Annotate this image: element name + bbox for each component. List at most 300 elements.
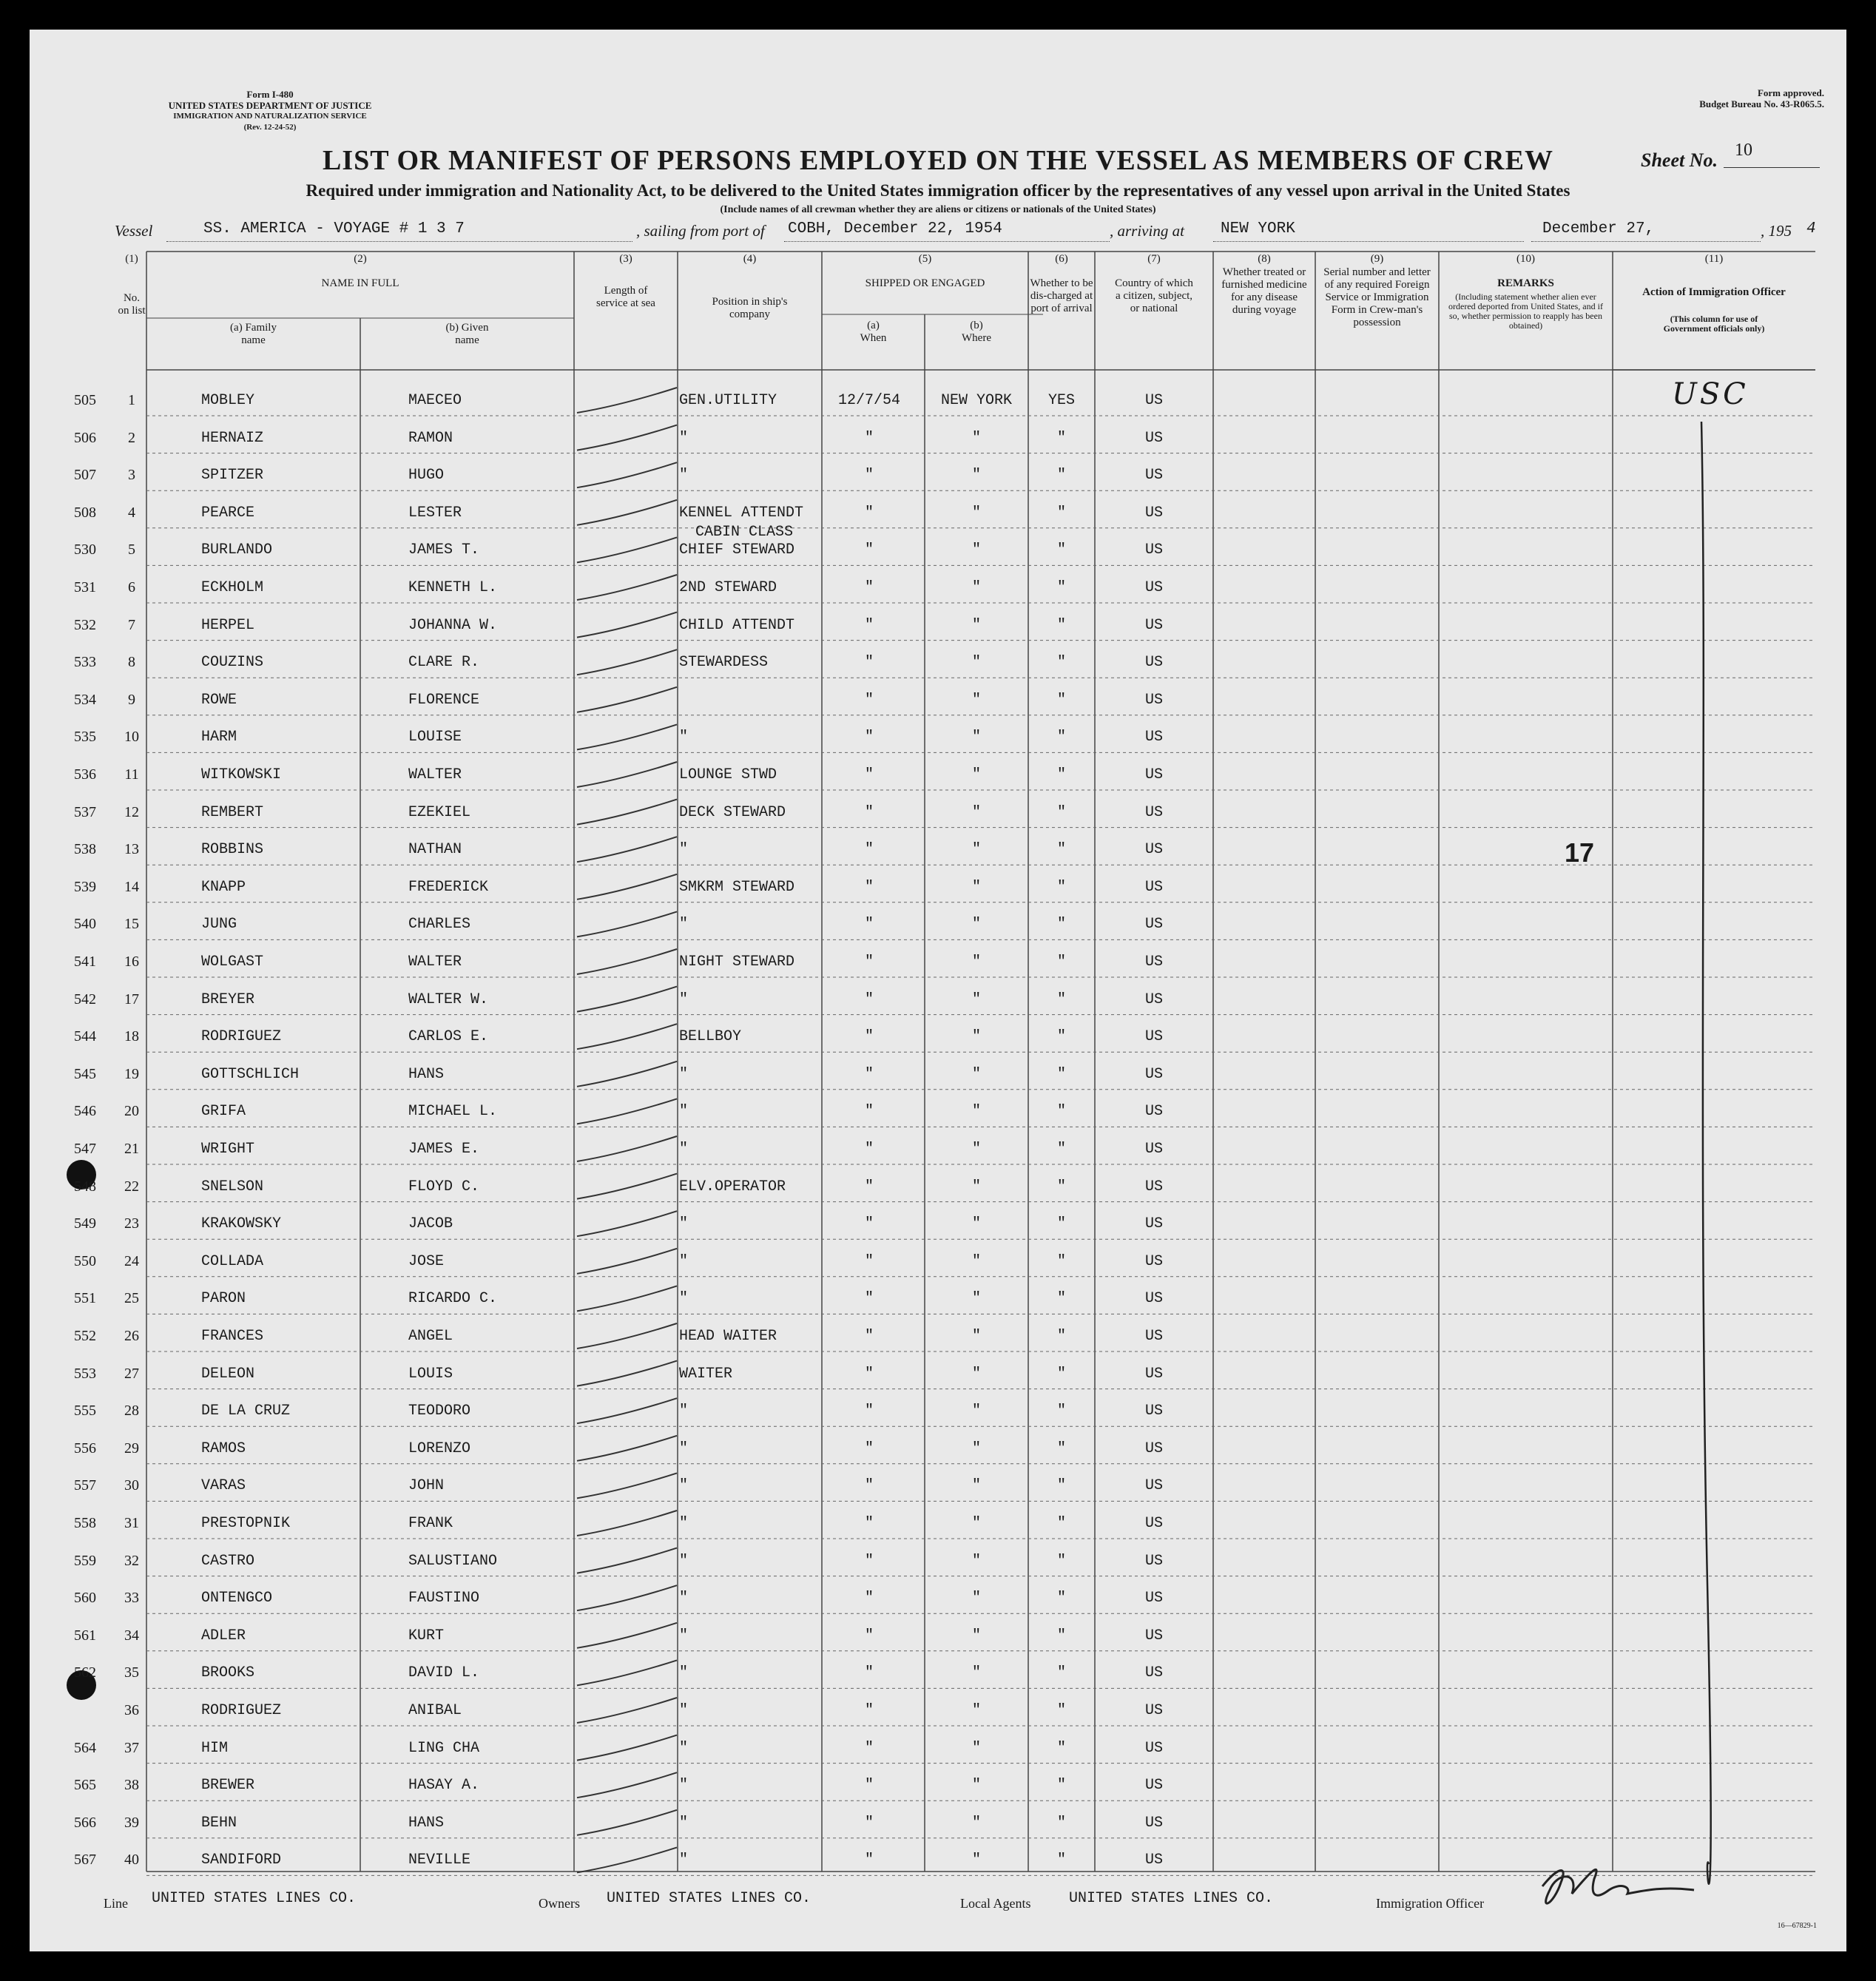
crew-ref-number: 536 bbox=[74, 766, 96, 783]
crew-list-number: 26 bbox=[124, 1328, 139, 1344]
table-row bbox=[30, 467, 1846, 504]
country: US bbox=[1144, 1590, 1163, 1607]
crew-list-number: 6 bbox=[128, 579, 135, 595]
position: 2ND STEWARD bbox=[679, 579, 777, 596]
shipped-when: " bbox=[864, 803, 874, 821]
shipped-where: " bbox=[971, 541, 981, 559]
discharge-flag: " bbox=[1056, 1328, 1066, 1345]
crew-ref-number: 547 bbox=[74, 1141, 96, 1157]
discharge-flag: " bbox=[1056, 841, 1066, 859]
family-name: ADLER bbox=[201, 1627, 246, 1644]
position: " bbox=[679, 1215, 689, 1233]
table-row bbox=[30, 1702, 1846, 1740]
country: US bbox=[1144, 1215, 1163, 1233]
shipped-when: " bbox=[864, 616, 874, 634]
crew-list-number: 1 bbox=[128, 392, 135, 408]
shipped-where: " bbox=[971, 991, 981, 1008]
action-mark: USC bbox=[1672, 377, 1749, 411]
table-row bbox=[30, 991, 1846, 1029]
sailing-label: , sailing from port of bbox=[636, 222, 765, 240]
discharge-flag: " bbox=[1056, 504, 1066, 522]
col-num-3: (3) bbox=[619, 253, 632, 265]
shipped-where: " bbox=[971, 1178, 981, 1195]
crew-ref-number: 553 bbox=[74, 1365, 96, 1382]
crew-ref-number: 564 bbox=[74, 1739, 96, 1756]
given-name: FREDERICK bbox=[408, 878, 489, 896]
position: " bbox=[679, 1252, 689, 1270]
discharge-flag: " bbox=[1056, 1178, 1066, 1195]
position: NIGHT STEWARD bbox=[679, 954, 795, 971]
crew-list-number: 7 bbox=[128, 616, 135, 633]
shipped-when: " bbox=[864, 766, 874, 783]
crew-list-number: 31 bbox=[124, 1515, 139, 1531]
given-name: LORENZO bbox=[408, 1440, 471, 1457]
crew-list-number: 2 bbox=[128, 429, 135, 446]
country: US bbox=[1144, 1440, 1163, 1457]
page-subtitle: Required under immigration and Nationality Act, to be delivered to the United States immigration officer by the representatives of any vessel upon arrival in the United States bbox=[306, 181, 1570, 200]
table-row bbox=[30, 766, 1846, 804]
crew-list-number: 17 bbox=[124, 991, 139, 1008]
crew-list-number: 32 bbox=[124, 1552, 139, 1569]
shipped-where: " bbox=[971, 1328, 981, 1345]
shipped-when: " bbox=[864, 1440, 874, 1457]
shipped-where: " bbox=[971, 1739, 981, 1757]
shipped-where: " bbox=[971, 1814, 981, 1832]
family-name: WOLGAST bbox=[201, 954, 264, 971]
crew-list-number: 37 bbox=[124, 1739, 139, 1756]
shipped-where: " bbox=[971, 1852, 981, 1869]
crew-list-number: 5 bbox=[128, 541, 135, 558]
shipped-where: " bbox=[971, 1440, 981, 1457]
shipped-when: " bbox=[864, 1852, 874, 1869]
family-name: GRIFA bbox=[201, 1103, 246, 1121]
crew-list-number: 25 bbox=[124, 1290, 139, 1307]
country: US bbox=[1144, 991, 1163, 1008]
crew-list-number: 3 bbox=[128, 467, 135, 484]
remarks-count: 17 bbox=[1565, 837, 1595, 868]
shipped-where: " bbox=[971, 1403, 981, 1420]
crew-ref-number: 557 bbox=[74, 1477, 96, 1494]
crew-ref-number: 562 bbox=[74, 1664, 96, 1681]
col-head-country: Country of which a citizen, subject, or national bbox=[1115, 277, 1193, 314]
col-head-remarks: REMARKS bbox=[1497, 277, 1554, 289]
family-name: SPITZER bbox=[201, 467, 264, 485]
family-name: VARAS bbox=[201, 1477, 246, 1495]
crew-list-number: 38 bbox=[124, 1777, 139, 1794]
given-name: KENNETH L. bbox=[408, 579, 498, 596]
shipped-where: " bbox=[971, 729, 981, 746]
shipped-where: " bbox=[971, 878, 981, 896]
shipped-where: " bbox=[971, 1702, 981, 1719]
position: " bbox=[679, 916, 689, 934]
family-name: PARON bbox=[201, 1290, 246, 1308]
crew-ref-number: 549 bbox=[74, 1215, 96, 1232]
given-name: JOSE bbox=[408, 1252, 445, 1270]
family-name: BURLANDO bbox=[201, 541, 273, 559]
shipped-when: " bbox=[864, 1627, 874, 1644]
crew-ref-number: 542 bbox=[74, 991, 96, 1008]
col-num-11: (11) bbox=[1704, 253, 1724, 265]
crew-ref-number: 506 bbox=[74, 429, 96, 446]
position: DECK STEWARD bbox=[679, 803, 786, 821]
crew-list-number: 24 bbox=[124, 1252, 139, 1269]
family-name: GOTTSCHLICH bbox=[201, 1065, 300, 1083]
table-row bbox=[30, 1664, 1846, 1702]
discharge-flag: " bbox=[1056, 1028, 1066, 1046]
crew-ref-number: 535 bbox=[74, 729, 96, 746]
crew-ref-number: 505 bbox=[74, 392, 96, 408]
table-row bbox=[30, 1290, 1846, 1328]
table-row bbox=[30, 1553, 1846, 1590]
col-num-5: (5) bbox=[918, 253, 932, 265]
shipped-where: " bbox=[971, 1215, 981, 1233]
crew-list-number: 18 bbox=[124, 1028, 139, 1045]
discharge-flag: " bbox=[1056, 691, 1066, 709]
col-head-remarks-note: (Including statement whether alien ever ordered deported from United States, and if so, whether permission to reapply has been obtained) bbox=[1448, 291, 1603, 331]
col-head-serial: Serial number and letter of any required Foreign Service or Immigration Form in Crew-man's possession bbox=[1323, 266, 1431, 328]
given-name: RICARDO C. bbox=[408, 1290, 498, 1308]
port-value: COBH, December 22, 1954 bbox=[788, 220, 1002, 237]
shipped-where: " bbox=[971, 1065, 981, 1083]
col-head-medicine: Whether treated or furnished medicine for any disease during voyage bbox=[1221, 266, 1307, 316]
table-row bbox=[30, 430, 1846, 468]
crew-ref-number: 567 bbox=[74, 1852, 96, 1869]
given-name: ANGEL bbox=[408, 1328, 453, 1345]
given-name: FLOYD C. bbox=[408, 1178, 480, 1195]
table-row bbox=[30, 524, 1846, 579]
family-name: BREWER bbox=[201, 1777, 255, 1795]
family-name: ROWE bbox=[201, 691, 237, 709]
col-head-family: (a) Family name bbox=[230, 322, 277, 346]
shipped-when: " bbox=[864, 691, 874, 709]
given-name: KURT bbox=[408, 1627, 445, 1644]
discharge-flag: " bbox=[1056, 467, 1066, 485]
line-value: UNITED STATES LINES CO. bbox=[152, 1890, 357, 1907]
crew-ref-number: 539 bbox=[74, 878, 96, 895]
position: WAITER bbox=[679, 1365, 733, 1383]
given-name: CARLOS E. bbox=[408, 1028, 489, 1046]
position: CHILD ATTENDT bbox=[679, 616, 795, 634]
line-label: Line bbox=[104, 1896, 128, 1911]
col-head-length: Length of service at sea bbox=[596, 285, 655, 309]
given-name: LOUIS bbox=[408, 1365, 453, 1383]
country: US bbox=[1144, 1552, 1163, 1570]
country: US bbox=[1144, 1702, 1163, 1719]
country: US bbox=[1144, 1403, 1163, 1420]
position: " bbox=[679, 841, 689, 859]
crew-list-number: 33 bbox=[124, 1590, 139, 1607]
position: STEWARDESS bbox=[679, 654, 769, 672]
crew-ref-number: 550 bbox=[74, 1252, 96, 1269]
given-name: TEODORO bbox=[408, 1403, 471, 1420]
crew-ref-number: 552 bbox=[74, 1328, 96, 1344]
position: CHIEF STEWARD bbox=[679, 541, 795, 559]
given-name: JACOB bbox=[408, 1215, 453, 1233]
col-head-action-note: (This column for use of Government officials only) bbox=[1663, 314, 1765, 334]
family-name: HERPEL bbox=[201, 616, 255, 634]
position: " bbox=[679, 1852, 689, 1869]
crew-list-number: 21 bbox=[124, 1141, 139, 1157]
department-name: UNITED STATES DEPARTMENT OF JUSTICE bbox=[168, 100, 372, 111]
sheet-label: Sheet No. bbox=[1641, 149, 1718, 171]
crew-ref-number: 546 bbox=[74, 1103, 96, 1120]
discharge-flag: YES bbox=[1047, 392, 1075, 409]
country: US bbox=[1144, 429, 1163, 447]
discharge-flag: " bbox=[1056, 1777, 1066, 1795]
discharge-flag: " bbox=[1056, 1141, 1066, 1158]
crew-list-number: 12 bbox=[124, 803, 139, 820]
col-head-discharged: Whether to be dis-charged at port of arrival bbox=[1030, 277, 1093, 314]
country: US bbox=[1144, 878, 1163, 896]
family-name: ECKHOLM bbox=[201, 579, 264, 596]
position: " bbox=[679, 1627, 689, 1644]
col-head-where: (b) Where bbox=[962, 320, 991, 344]
position: BELLBOY bbox=[679, 1028, 742, 1046]
given-name: FAUSTINO bbox=[408, 1590, 480, 1607]
discharge-flag: " bbox=[1056, 579, 1066, 596]
country: US bbox=[1144, 803, 1163, 821]
table-row bbox=[30, 879, 1846, 917]
discharge-flag: " bbox=[1056, 1403, 1066, 1420]
arrival-date: December 27, bbox=[1542, 220, 1655, 237]
country: US bbox=[1144, 541, 1163, 559]
shipped-where: " bbox=[971, 1028, 981, 1046]
shipped-when: " bbox=[864, 841, 874, 859]
table-row bbox=[30, 1141, 1846, 1178]
country: US bbox=[1144, 916, 1163, 934]
discharge-flag: " bbox=[1056, 1103, 1066, 1121]
given-name: HASAY A. bbox=[408, 1777, 480, 1795]
shipped-when: " bbox=[864, 954, 874, 971]
crew-list-number: 16 bbox=[124, 954, 139, 970]
crew-ref-number: 565 bbox=[74, 1777, 96, 1794]
table-row bbox=[30, 1477, 1846, 1515]
manifest-footer bbox=[30, 1890, 1846, 1920]
given-name: LING CHA bbox=[408, 1739, 480, 1757]
shipped-when: " bbox=[864, 1178, 874, 1195]
family-name: SNELSON bbox=[201, 1178, 264, 1195]
col-head-position: Position in ship's company bbox=[712, 296, 788, 320]
family-name: FRANCES bbox=[201, 1328, 264, 1345]
crew-list-number: 23 bbox=[124, 1215, 139, 1232]
table-row bbox=[30, 729, 1846, 766]
crew-ref-number: 551 bbox=[74, 1290, 96, 1307]
shipped-where: " bbox=[971, 1590, 981, 1607]
position: " bbox=[679, 1065, 689, 1083]
crew-ref-number: 545 bbox=[74, 1065, 96, 1082]
shipped-where: NEW YORK bbox=[940, 392, 1012, 409]
table-row bbox=[30, 954, 1846, 991]
given-name: HANS bbox=[408, 1814, 445, 1832]
crew-list-number: 36 bbox=[124, 1702, 139, 1718]
crew-list-number: 34 bbox=[124, 1627, 139, 1644]
crew-ref-number: 537 bbox=[74, 803, 96, 820]
col-num-9: (9) bbox=[1370, 253, 1384, 265]
family-name: DE LA CRUZ bbox=[201, 1403, 291, 1420]
family-name: KRAKOWSKY bbox=[201, 1215, 282, 1233]
shipped-when: " bbox=[864, 1290, 874, 1308]
col-num-1: (1) bbox=[125, 253, 138, 265]
position: " bbox=[679, 1515, 689, 1532]
shipped-where: " bbox=[971, 467, 981, 485]
position: " bbox=[679, 1814, 689, 1832]
family-name: BREYER bbox=[201, 991, 255, 1008]
position: " bbox=[679, 1777, 689, 1795]
shipped-when: " bbox=[864, 1141, 874, 1158]
col-head-when: (a) When bbox=[860, 320, 887, 344]
family-name: KNAPP bbox=[201, 878, 246, 896]
owners-label: Owners bbox=[539, 1896, 580, 1911]
family-name: RODRIGUEZ bbox=[201, 1702, 282, 1719]
crew-ref-number: 531 bbox=[74, 579, 96, 595]
col-head-name: NAME IN FULL bbox=[321, 277, 399, 289]
given-name: WALTER bbox=[408, 954, 462, 971]
shipped-when: 12/7/54 bbox=[837, 392, 900, 409]
table-row bbox=[30, 804, 1846, 842]
family-name: RODRIGUEZ bbox=[201, 1028, 282, 1046]
officer-label: Immigration Officer bbox=[1376, 1896, 1485, 1911]
table-row bbox=[30, 1253, 1846, 1291]
crew-ref-number: 540 bbox=[74, 916, 96, 933]
country: US bbox=[1144, 1739, 1163, 1757]
shipped-where: " bbox=[971, 504, 981, 522]
country: US bbox=[1144, 1252, 1163, 1270]
shipped-when: " bbox=[864, 1103, 874, 1121]
shipped-when: " bbox=[864, 878, 874, 896]
crew-ref-number: 544 bbox=[74, 1028, 96, 1045]
vessel-value: SS. AMERICA - VOYAGE # 1 3 7 bbox=[203, 220, 465, 237]
table-row bbox=[30, 617, 1846, 655]
shipped-when: " bbox=[864, 1590, 874, 1607]
country: US bbox=[1144, 616, 1163, 634]
given-name: RAMON bbox=[408, 429, 453, 447]
position: " bbox=[679, 1664, 689, 1682]
crew-list-number: 15 bbox=[124, 916, 139, 933]
discharge-flag: " bbox=[1056, 729, 1066, 746]
position: LOUNGE STWD bbox=[679, 766, 777, 783]
given-name: HUGO bbox=[408, 467, 445, 485]
shipped-when: " bbox=[864, 1328, 874, 1345]
discharge-flag: " bbox=[1056, 878, 1066, 896]
country: US bbox=[1144, 1515, 1163, 1532]
country: US bbox=[1144, 504, 1163, 522]
shipped-where: " bbox=[971, 1103, 981, 1121]
crew-list-number: 27 bbox=[124, 1365, 139, 1382]
crew-list-number: 35 bbox=[124, 1664, 139, 1681]
crew-list-number: 30 bbox=[124, 1477, 139, 1494]
family-name: JUNG bbox=[201, 916, 237, 934]
given-name: FLORENCE bbox=[408, 691, 480, 709]
position: ELV.OPERATOR bbox=[679, 1178, 786, 1195]
family-name: ONTENGCO bbox=[201, 1590, 273, 1607]
country: US bbox=[1144, 1103, 1163, 1121]
shipped-where: " bbox=[971, 1252, 981, 1270]
crew-ref-number: 533 bbox=[74, 654, 96, 671]
arriving-label: , arriving at bbox=[1110, 222, 1184, 240]
discharge-flag: " bbox=[1056, 1739, 1066, 1757]
table-row bbox=[30, 1777, 1846, 1815]
shipped-when: " bbox=[864, 1365, 874, 1383]
discharge-flag: " bbox=[1056, 1065, 1066, 1083]
position: " bbox=[679, 1103, 689, 1121]
form-revision: (Rev. 12-24-52) bbox=[243, 123, 297, 132]
position: " bbox=[679, 1290, 689, 1308]
shipped-when: " bbox=[864, 541, 874, 559]
family-name: DELEON bbox=[201, 1365, 255, 1383]
position: HEAD WAITER bbox=[679, 1328, 777, 1345]
country: US bbox=[1144, 1178, 1163, 1195]
shipped-where: " bbox=[971, 841, 981, 859]
discharge-flag: " bbox=[1056, 616, 1066, 634]
shipped-where: " bbox=[971, 1141, 981, 1158]
position: " bbox=[679, 1552, 689, 1570]
table-row bbox=[30, 1627, 1846, 1665]
crew-list-number: 9 bbox=[128, 691, 135, 708]
crew-list-number: 14 bbox=[124, 878, 139, 895]
shipped-where: " bbox=[971, 766, 981, 783]
shipped-where: " bbox=[971, 1777, 981, 1795]
discharge-flag: " bbox=[1056, 1477, 1066, 1495]
crew-ref-number: 532 bbox=[74, 616, 96, 633]
shipped-when: " bbox=[864, 1739, 874, 1757]
shipped-where: " bbox=[971, 1365, 981, 1383]
shipped-when: " bbox=[864, 1252, 874, 1270]
discharge-flag: " bbox=[1056, 991, 1066, 1008]
crew-list-number: 8 bbox=[128, 654, 135, 671]
table-row bbox=[30, 1590, 1846, 1627]
owners-value: UNITED STATES LINES CO. bbox=[607, 1890, 812, 1907]
budget-bureau: Budget Bureau No. 43-R065.5. bbox=[1699, 98, 1824, 109]
col-head-shipped: SHIPPED OR ENGAGED bbox=[865, 277, 985, 289]
crew-list-number: 20 bbox=[124, 1103, 139, 1120]
shipped-when: " bbox=[864, 1477, 874, 1495]
col-num-7: (7) bbox=[1147, 253, 1161, 265]
crew-list-number: 29 bbox=[124, 1440, 139, 1457]
country: US bbox=[1144, 392, 1163, 409]
agents-value: UNITED STATES LINES CO. bbox=[1069, 1890, 1274, 1907]
discharge-flag: " bbox=[1056, 916, 1066, 934]
discharge-flag: " bbox=[1056, 1852, 1066, 1869]
given-name: SALUSTIANO bbox=[408, 1552, 498, 1570]
shipped-when: " bbox=[864, 654, 874, 672]
shipped-where: " bbox=[971, 429, 981, 447]
discharge-flag: " bbox=[1056, 1215, 1066, 1233]
discharge-flag: " bbox=[1056, 803, 1066, 821]
table-row bbox=[30, 1028, 1846, 1066]
given-name: ANIBAL bbox=[408, 1702, 462, 1719]
shipped-when: " bbox=[864, 1814, 874, 1832]
discharge-flag: " bbox=[1056, 541, 1066, 559]
table-row bbox=[30, 392, 1846, 430]
col-num-8: (8) bbox=[1258, 253, 1271, 265]
shipped-when: " bbox=[864, 1403, 874, 1420]
position: GEN.UTILITY bbox=[679, 392, 777, 409]
crew-ref-number: 566 bbox=[74, 1814, 96, 1831]
crew-list-number: 19 bbox=[124, 1065, 139, 1082]
discharge-flag: " bbox=[1056, 766, 1066, 783]
year-digit: 4 bbox=[1806, 220, 1816, 237]
col-head-given: (b) Given name bbox=[445, 322, 489, 346]
country: US bbox=[1144, 954, 1163, 971]
position: " bbox=[679, 429, 689, 447]
shipped-when: " bbox=[864, 467, 874, 485]
crew-ref-number: 507 bbox=[74, 467, 96, 484]
col-head-action: Action of Immigration Officer bbox=[1642, 286, 1786, 298]
position: " bbox=[679, 991, 689, 1008]
discharge-flag: " bbox=[1056, 1440, 1066, 1457]
col-num-4: (4) bbox=[743, 253, 757, 265]
vessel-label: Vessel bbox=[115, 222, 153, 240]
